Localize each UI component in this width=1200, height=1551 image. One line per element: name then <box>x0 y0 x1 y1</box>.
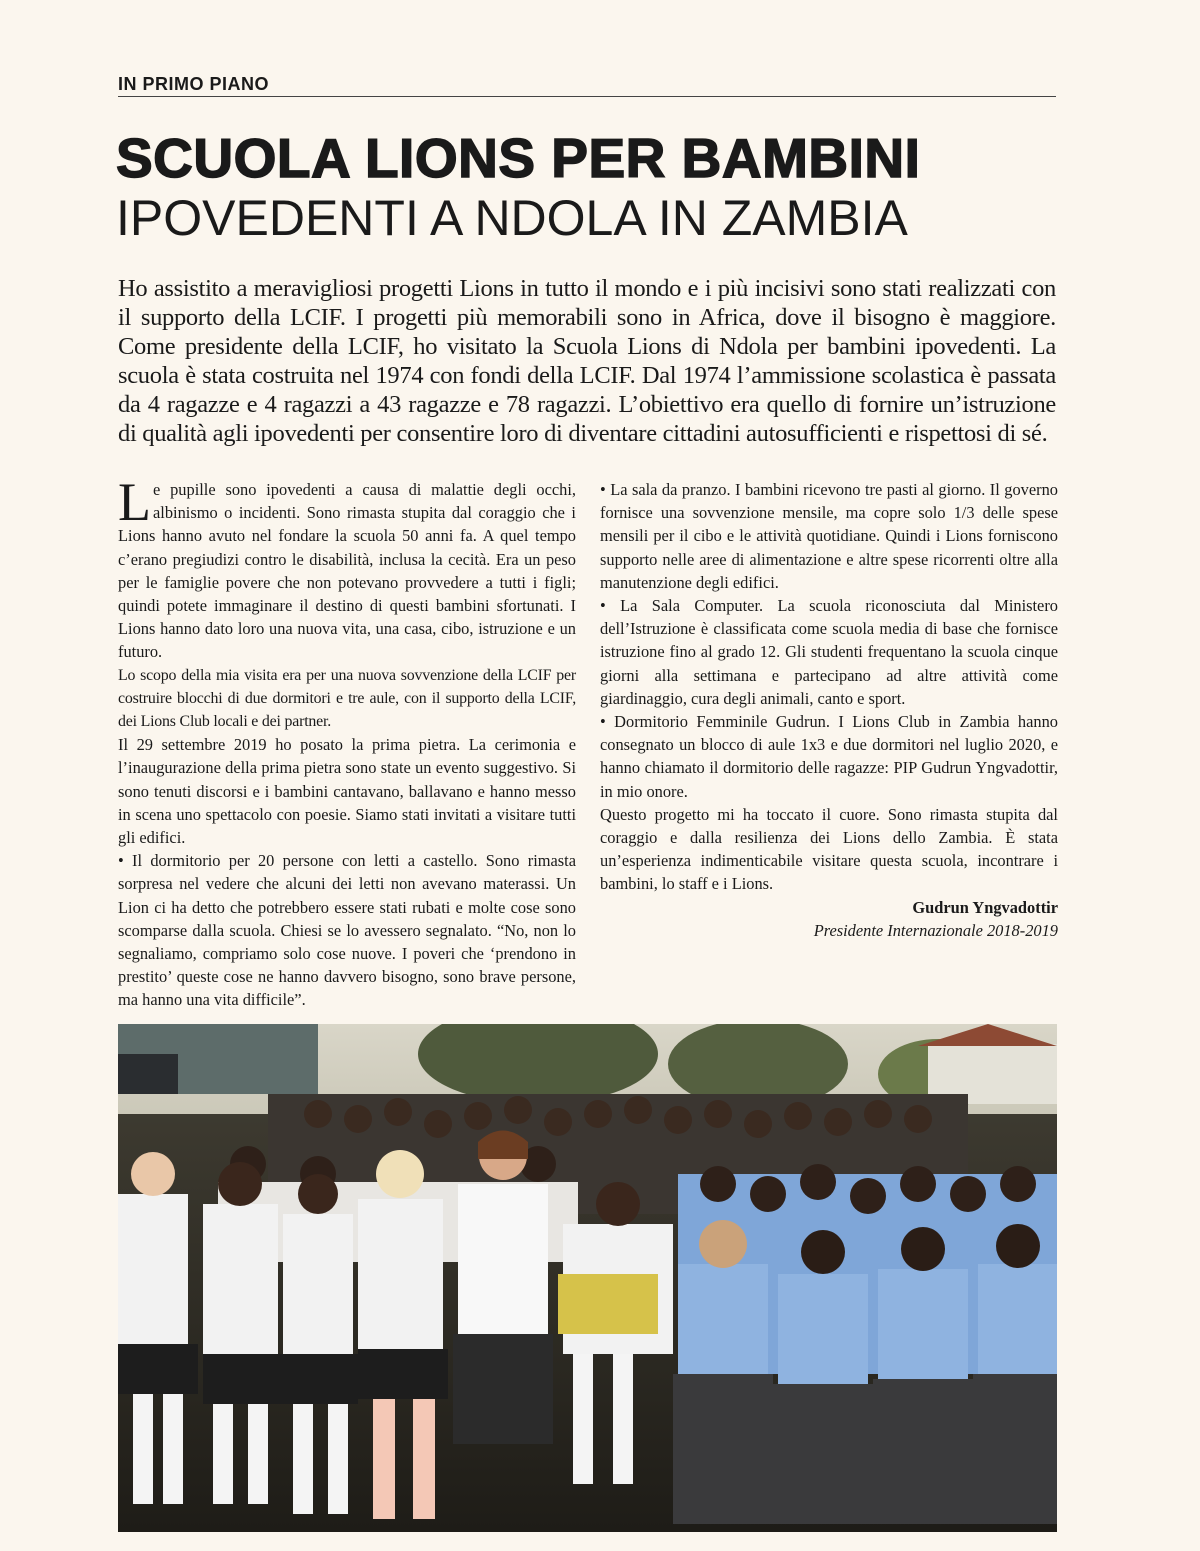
author-role: Presidente Internazionale 2018-2019 <box>813 920 1058 940</box>
body-paragraph-6: • La Sala Computer. La scuola riconosciuta dal Ministero dell’Istruzione è classificata come scuola media di base che fornisce istruzione fino al grado 12. Gli studenti frequentano la scuola cinque giorni alla settimana e partecipano ad altre attività come giardinaggio, cura degli animali, canto e sport. <box>600 596 1058 708</box>
body-paragraph-1-text: e pupille sono ipovedenti a causa di malattie degli occhi, albinismo o incidenti. Sono rimasta stupita dal coraggio che i Lions hanno avuto nel fondare la scuola 50 anni fa. A quel tempo c’erano pregiudizi contro le disabilità, inclusa la cecità. Era un peso per le famiglie povere che non potevano provvedere a tutti i figli; quindi potete immaginare il destino di questi bambini sfortunati. I Lions hanno dato loro una nuova vita, una casa, cibo, istruzione e un futuro. <box>118 480 576 662</box>
headline-line-2: IPOVEDENTI A NDOLA IN ZAMBIA <box>116 190 908 246</box>
body-paragraph-2: Lo scopo della mia visita era per una nuova sovvenzione della LCIF per costruire blocchi di due dormitori e tre aule, con il supporto della LCIF, dei Lions Club locali e dei partner. <box>118 666 576 731</box>
section-label: IN PRIMO PIANO <box>118 74 270 94</box>
intro-paragraph: Ho assistito a meravigliosi progetti Lions in tutto il mondo e i più incisivi sono stati realizzati con il supporto della LCIF. I progetti più memorabili sono in Africa, dove il bisogno è maggiore. Come presidente della LCIF, ho visitato la Scuola Lions di Ndola per bambini ipovedenti. La scuola è stata costruita nel 1974 con fondi della LCIF. Dal 1974 l’ammissione scolastica è passata da 4 ragazze e 4 ragazzi a 43 ragazze e 78 ragazzi. L’obiettivo era quello di fornire un’istruzione di qualità agli ipovedenti per consentire loro di diventare cittadini autosufficienti e rispettosi di sé. <box>118 275 1056 447</box>
body-paragraph-1 <box>118 472 576 664</box>
section-divider <box>118 96 1056 97</box>
group-photo <box>118 1024 1057 1532</box>
body-paragraph-5: • La sala da pranzo. I bambini ricevono tre pasti al giorno. Il governo fornisce una sovvenzione mensile, ma copre solo 1/3 delle spese mensili per il cibo e le attività quotidiane. Quindi i Lions forniscono supporto nelle aree di alimentazione e altre spese ricorrenti oltre alla manutenzione degli edifici. <box>600 480 1058 592</box>
body-paragraph-4: • Il dormitorio per 20 persone con letti a castello. Sono rimasta sorpresa nel vedere che alcuni dei letti non avevano materassi. Un Lion ci ha detto che potrebbero essere stati rubati e molte cose sono scomparse dalla scuola. Chiesi se lo avessero segnalato. “No, non lo segnaliamo, compriamo solo cose nuove. I poveri che ‘prendono in prestito’ queste cose ne hanno davvero bisogno, sono brave persone, ma hanno una vita difficile”. <box>118 851 576 1010</box>
body-column-right <box>600 478 1058 942</box>
group-photo-illustration <box>118 1024 1057 1532</box>
body-paragraph-3: Il 29 settembre 2019 ho posato la prima pietra. La cerimonia e l’inaugurazione della prima pietra sono state un evento suggestivo. Si sono tenuti discorsi e i bambini cantavano, ballavano e hanno messo in scena uno spettacolo con poesie. Siamo stati invitati a visitare tutti gli edifici. <box>118 735 576 848</box>
parked-car <box>118 1054 178 1094</box>
headline-line-1: SCUOLA LIONS PER BAMBINI <box>116 127 921 189</box>
drop-cap: L <box>118 472 151 532</box>
body-paragraph-7: • Dormitorio Femminile Gudrun. I Lions Club in Zambia hanno consegnato un blocco di aule 1x3 e due dormitori nel luglio 2020, e hanno chiamato il dormitorio delle ragazze: PIP Gudrun Yngvadottir, in mio onore. <box>600 712 1058 801</box>
body-paragraph-8: Questo progetto mi ha toccato il cuore. Sono rimasta stupita dal coraggio e dalla resilienza dei Lions dello Zambia. È stata un’esperienza indimenticabile visitare questa scuola, incontrare i bambini, lo staff e i Lions. <box>600 804 1058 894</box>
author-name: Gudrun Yngvadottir <box>912 897 1058 917</box>
body-column-left <box>118 472 576 1012</box>
